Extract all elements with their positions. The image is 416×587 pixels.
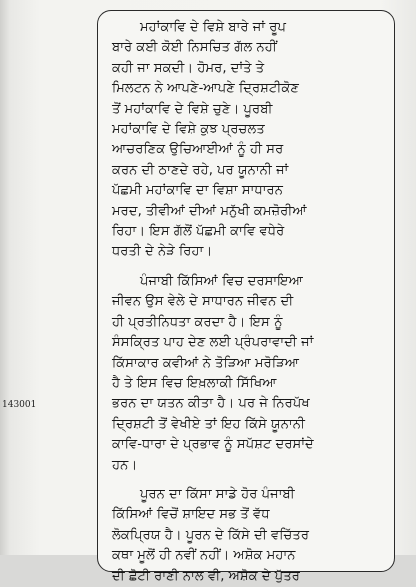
text-line: ਸੰਸਕ੍ਰਿਤ ਪਾਹ ਦੇਣ ਲਈ ਪ੍ਰੰਪਰਾਵਾਦੀ ਜਾਂ [112, 335, 314, 351]
paragraph-2 [112, 272, 386, 476]
text-line: ਪੂਰਨ ਦਾ ਕਿੱਸਾ ਸਾਡੇ ਹੋਰ ਪੰਜਾਬੀ [140, 486, 295, 502]
text-line: ਦ੍ਰਿਸ਼ਟੀ ਤੋਂ ਵੇਖੀਏ ਤਾਂ ਇਹ ਕਿੱਸੇ ਯੂਨਾਨੀ [112, 416, 305, 432]
text-line: ਮਹਾਂਕਾਵਿ ਦੇ ਵਿਸ਼ੇ ਕੁਝ ਪ੍ਰਚਲਤ [112, 122, 265, 138]
text-line: ਕਹੀ ਜਾ ਸਕਦੀ। ਹੋਮਰ, ਦਾਂਤੇ ਤੇ [112, 60, 265, 76]
text-line: ਦੀ ਛੋਟੀ ਰਾਣੀ ਨਾਲ ਵੀ, ਅਸ਼ੋਕ ਦੇ ਪੁੱਤਰ [112, 568, 300, 584]
text-line: ਹੀ ਪ੍ਰਤੀਨਿਧਤਾ ਕਰਦਾ ਹੈ। ਇਸ ਨੂੰ [112, 314, 283, 330]
text-line: ਤੋਂ ਮਹਾਂਕਾਵਿ ਦੇ ਵਿਸ਼ੇ ਚੁਣੇ। ਪੂਰਬੀ [112, 101, 273, 117]
text-line: ਹਨ। [112, 457, 138, 473]
text-line: ਪੱਛਮੀ ਮਹਾਂਕਾਵਿ ਦਾ ਵਿਸ਼ਾ ਸਾਧਾਰਨ [112, 183, 283, 199]
text-line: ਰਿਹਾ। ਇਸ ਗੱਲੋਂ ਪੱਛਮੀ ਕਾਵਿ ਵਧੇਰੇ [112, 224, 285, 240]
text-line: ਮਿਲਟਨ ਨੇ ਆਪਣੇ-ਆਪਣੇ ਦ੍ਰਿਸ਼ਟੀਕੋਣ [112, 81, 299, 97]
text-line: ਕਾਵਿ-ਧਾਰਾ ਦੇ ਪ੍ਰਭਾਵ ਨੂੰ ਸਪੱਸ਼ਟ ਦਰਸਾਂਦੇ [112, 437, 314, 453]
text-line: ਬਾਰੇ ਕਈ ਕੋਈ ਨਿਸਚਿਤ ਗੱਲ ਨਹੀਂ [112, 40, 277, 56]
text-line: ਕਥਾ ਮੂਲੋਂ ਹੀ ਨਵੀਂ ਨਹੀਂ। ਅਸ਼ੋਕ ਮਹਾਨ [112, 548, 296, 564]
text-line: ਹੈ ਤੇ ਇਸ ਵਿਚ ਇਖ਼ਲਾਕੀ ਸਿੱਖਿਆ [112, 375, 277, 391]
text-line: ਭਰਨ ਦਾ ਯਤਨ ਕੀਤਾ ਹੈ। ਪਰ ਜੇ ਨਿਰਪੱਖ [112, 396, 310, 412]
text-line: ਕਿੱਸਿਆਂ ਵਿਚੋਂ ਸ਼ਾਇਦ ਸਭ ਤੋਂ ਵੱਧ [112, 507, 270, 523]
paragraph-3 [112, 485, 386, 587]
text-line: ਆਚਰਣਿਕ ਉਚਿਆਈਆਂ ਨੂੰ ਹੀ ਸਰ [112, 142, 284, 158]
text-line: ਜੀਵਨ ਉਸ ਵੇਲੇ ਦੇ ਸਾਧਾਰਨ ਜੀਵਨ ਦੀ [112, 294, 294, 310]
text-line: ਲੋਕਪ੍ਰਿਯ ਹੈ। ਪੂਰਨ ਦੇ ਕਿੱਸੇ ਦੀ ਵਚਿੱਤਰ [112, 527, 310, 543]
text-line: ਮਰਦ, ਤੀਵੀਆਂ ਦੀਆਂ ਮਨੁੱਖੀ ਕਮਜ਼ੋਰੀਆਂ [112, 203, 307, 219]
text-line: ਧਰਤੀ ਦੇ ਨੇੜੇ ਰਿਹਾ। [112, 244, 213, 260]
margin-code: 143001 [2, 400, 37, 410]
paragraph-1 [112, 18, 386, 263]
text-line: ਕਰਨ ਦੀ ਠਾਣਦੇ ਰਹੇ, ਪਰ ਯੂਨਾਨੀ ਜਾਂ [112, 162, 289, 178]
page-text [112, 18, 386, 587]
text-line: ਕਿੱਸਾਕਾਰ ਕਵੀਆਂ ਨੇ ਤੋੜਿਆ ਮਰੋੜਿਆ [112, 355, 300, 371]
text-line: ਮਹਾਂਕਾਵਿ ਦੇ ਵਿਸ਼ੇ ਬਾਰੇ ਜਾਂ ਰੂਪ [140, 20, 286, 35]
text-line: ਪੰਜਾਬੀ ਕਿੱਸਿਆਂ ਵਿਚ ਦਰਸਾਇਆ [140, 273, 303, 289]
